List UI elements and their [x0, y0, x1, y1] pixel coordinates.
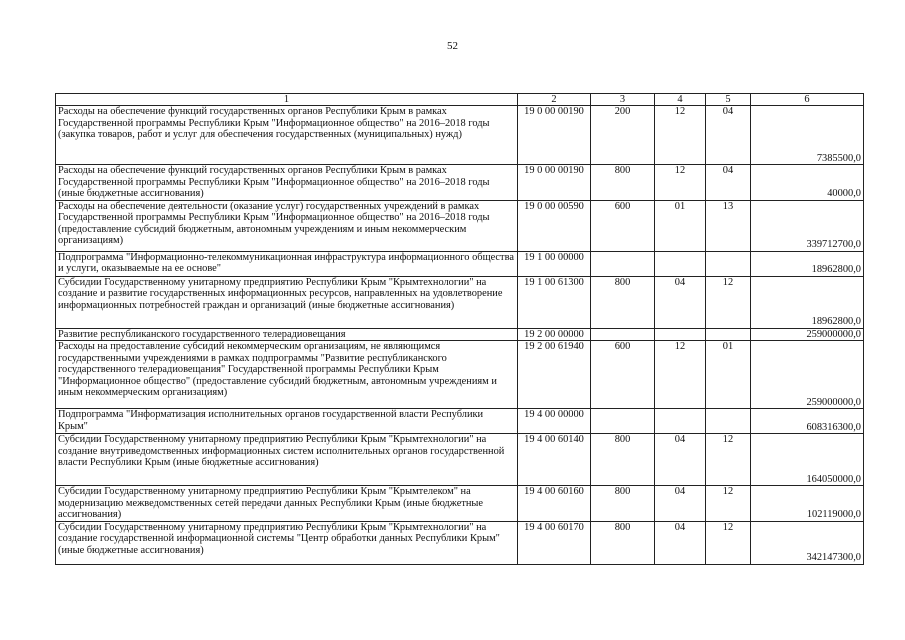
- table-row: [56, 409, 864, 434]
- row-section: [655, 251, 706, 276]
- row-subsection: 12: [706, 521, 751, 564]
- row-subsection: 13: [706, 200, 751, 251]
- row-subsection: 01: [706, 341, 751, 409]
- row-amount: 342147300,0: [751, 521, 864, 564]
- row-target-code: 19 0 00 00190: [518, 106, 591, 165]
- row-subsection: [706, 328, 751, 341]
- row-target-code: 19 2 00 00000: [518, 328, 591, 341]
- column-header-2: 2: [518, 94, 591, 106]
- row-amount: 102119000,0: [751, 486, 864, 522]
- row-description: Субсидии Государственному унитарному предприятию Республики Крым "Крымтехнологии" на создание государственной информационной системы "Центр обработки данных Республики Крым" (иные бюджетные ассигнования): [56, 521, 518, 564]
- table-row: [56, 251, 864, 276]
- row-subsection: 04: [706, 165, 751, 201]
- page-number: 52: [447, 40, 458, 52]
- row-subsection: 12: [706, 434, 751, 486]
- row-expense-type: 800: [591, 521, 655, 564]
- column-header-1: 1: [56, 94, 518, 106]
- row-expense-type: 200: [591, 106, 655, 165]
- row-expense-type: 800: [591, 434, 655, 486]
- row-section: 04: [655, 276, 706, 328]
- row-section: 04: [655, 486, 706, 522]
- row-amount: 40000,0: [751, 165, 864, 201]
- row-expense-type: 800: [591, 486, 655, 522]
- table-row: [56, 276, 864, 328]
- row-subsection: 04: [706, 106, 751, 165]
- table-row: [56, 434, 864, 486]
- row-target-code: 19 0 00 00190: [518, 165, 591, 201]
- column-header-4: 4: [655, 94, 706, 106]
- row-target-code: 19 4 00 60140: [518, 434, 591, 486]
- row-description: Расходы на обеспечение функций государственных органов Республики Крым в рамках Государственной программы Республики Крым "Информационное общество" на 2016–2018 годы (закупка товаров, работ и услуг для обеспечения государственных (муниципальных) нужд): [56, 106, 518, 165]
- row-amount: 259000000,0: [751, 328, 864, 341]
- row-description: Субсидии Государственному унитарному предприятию Республики Крым "Крымтехнологии" на создание и развитие государственных информационных ресурсов, направленных на удовлетворение информационных потребностей граждан и организаций (иные бюджетные ассигнования): [56, 276, 518, 328]
- row-section: 12: [655, 165, 706, 201]
- row-target-code: 19 1 00 00000: [518, 251, 591, 276]
- row-description: Расходы на обеспечение деятельности (оказание услуг) государственных учреждений в рамках Государственной программы Республики Крым "Информационное общество" на 2016–2018 годы (предоставление субсидий бюджетным, автономным учреждениям и иным некоммерческим организациям): [56, 200, 518, 251]
- table-row: [56, 486, 864, 522]
- row-target-code: 19 4 00 00000: [518, 409, 591, 434]
- row-description: Субсидии Государственному унитарному предприятию Республики Крым "Крымтелеком" на модернизацию межведомственных сетей передачи данных Республики Крым (иные бюджетные ассигнования): [56, 486, 518, 522]
- row-section: [655, 328, 706, 341]
- row-amount: 164050000,0: [751, 434, 864, 486]
- row-section: 04: [655, 521, 706, 564]
- row-description: Развитие республиканского государственного телерадиовещания: [56, 328, 518, 341]
- table-row: [56, 165, 864, 201]
- row-description: Субсидии Государственному унитарному предприятию Республики Крым "Крымтехнологии" на создание внутриведомственных информационных систем исполнительных органов государственной власти Республики Крым (иные бюджетные ассигнования): [56, 434, 518, 486]
- row-expense-type: 600: [591, 200, 655, 251]
- row-section: 01: [655, 200, 706, 251]
- row-section: 12: [655, 341, 706, 409]
- row-amount: 259000000,0: [751, 341, 864, 409]
- row-target-code: 19 0 00 00590: [518, 200, 591, 251]
- row-expense-type: 800: [591, 165, 655, 201]
- table-row: [56, 328, 864, 341]
- row-description: Подпрограмма "Информатизация исполнительных органов государственной власти Республики Крым": [56, 409, 518, 434]
- row-section: [655, 409, 706, 434]
- row-description: Подпрограмма "Информационно-телекоммуникационная инфраструктура информационного общества и услуги, оказываемые на ее основе": [56, 251, 518, 276]
- table-row: [56, 341, 864, 409]
- table-row: [56, 200, 864, 251]
- row-expense-type: [591, 251, 655, 276]
- row-amount: 7385500,0: [751, 106, 864, 165]
- row-amount: 18962800,0: [751, 251, 864, 276]
- row-description: Расходы на обеспечение функций государственных органов Республики Крым в рамках Государственной программы Республики Крым "Информационное общество" на 2016–2018 годы (иные бюджетные ассигнования): [56, 165, 518, 201]
- row-subsection: [706, 251, 751, 276]
- row-subsection: 12: [706, 486, 751, 522]
- table-row: [56, 106, 864, 165]
- table-row: [56, 521, 864, 564]
- row-expense-type: [591, 409, 655, 434]
- row-expense-type: 600: [591, 341, 655, 409]
- row-amount: 339712700,0: [751, 200, 864, 251]
- row-section: 04: [655, 434, 706, 486]
- budget-table: [55, 93, 864, 565]
- row-amount: 608316300,0: [751, 409, 864, 434]
- column-header-5: 5: [706, 94, 751, 106]
- table-header-row: [56, 94, 864, 106]
- row-subsection: [706, 409, 751, 434]
- row-subsection: 12: [706, 276, 751, 328]
- row-expense-type: 800: [591, 276, 655, 328]
- column-header-3: 3: [591, 94, 655, 106]
- row-section: 12: [655, 106, 706, 165]
- column-header-6: 6: [751, 94, 864, 106]
- row-target-code: 19 4 00 60160: [518, 486, 591, 522]
- row-description: Расходы на предоставление субсидий некоммерческим организациям, не являющимся государственными учреждениями в рамках подпрограммы "Развитие республиканского государственного телерадиовещания" Государственной программы Республики Крым "Информационное общество" (предоставление субсидий бюджетным, автономным учреждениям и иным некоммерческим организациям): [56, 341, 518, 409]
- row-target-code: 19 4 00 60170: [518, 521, 591, 564]
- row-target-code: 19 2 00 61940: [518, 341, 591, 409]
- row-expense-type: [591, 328, 655, 341]
- row-amount: 18962800,0: [751, 276, 864, 328]
- row-target-code: 19 1 00 61300: [518, 276, 591, 328]
